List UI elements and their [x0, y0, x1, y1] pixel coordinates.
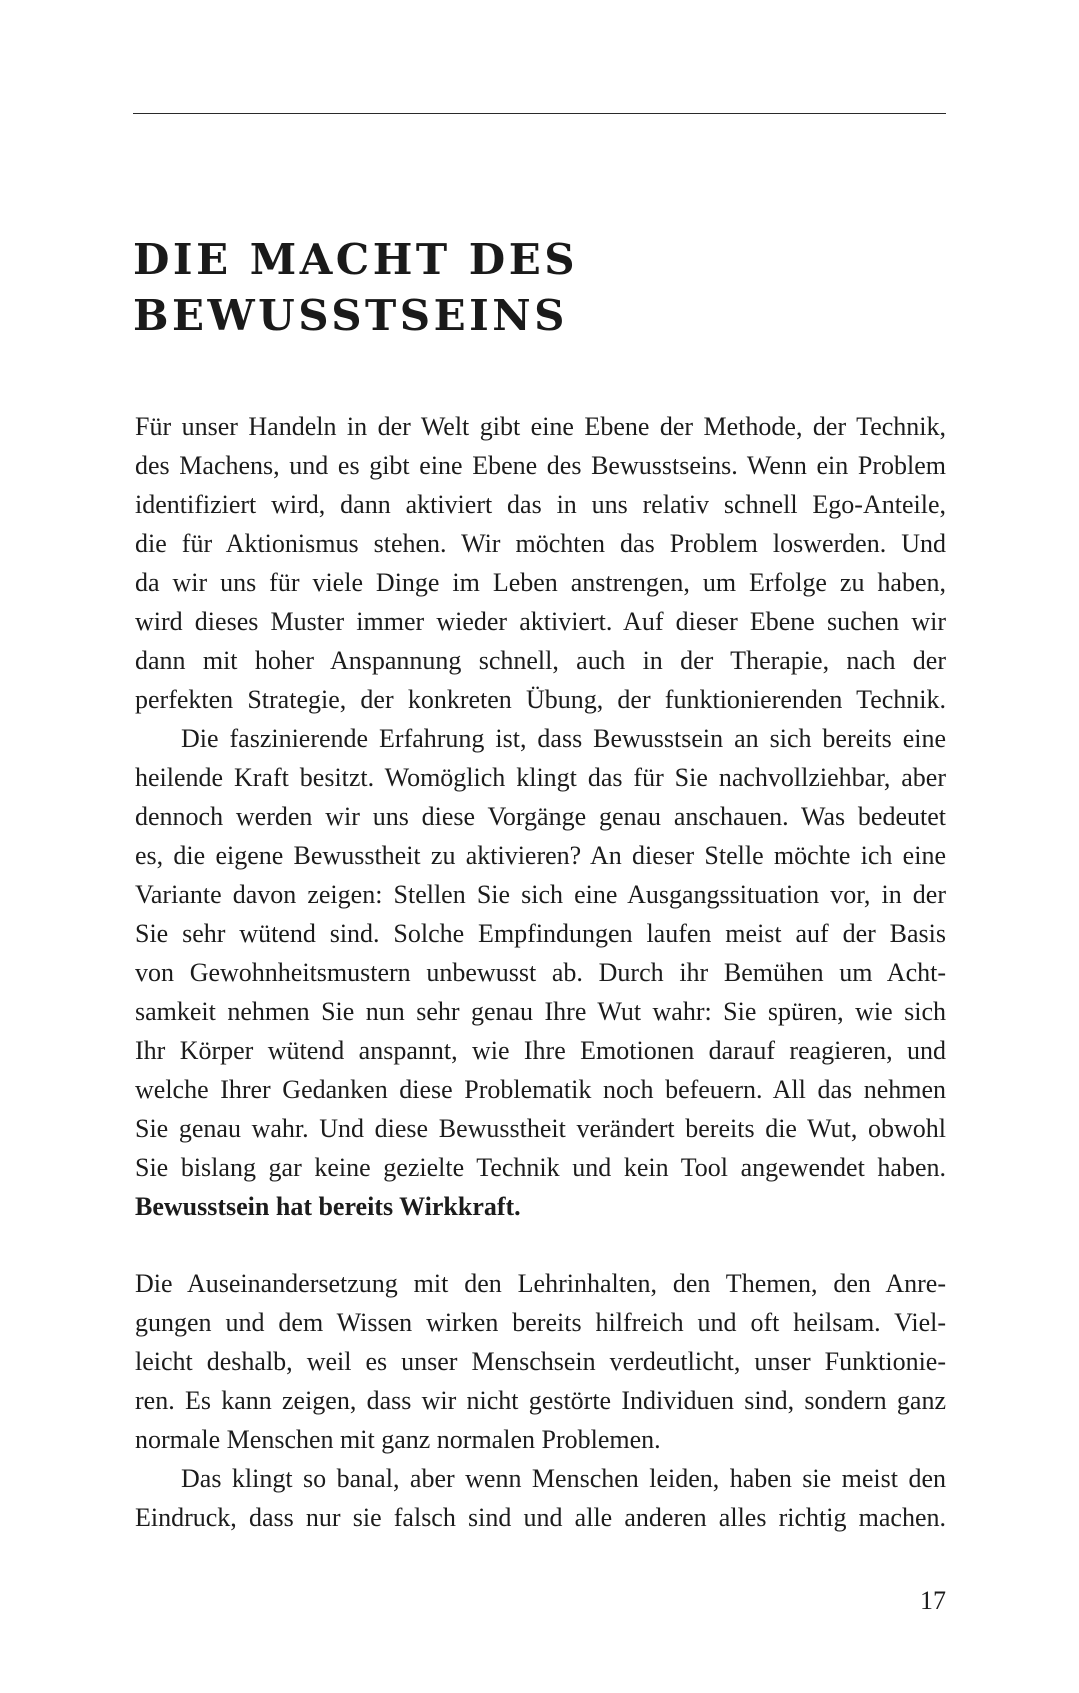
text-line: Eindruck, dass nur sie falsch sind und alle anderen alles richtig machen. — [135, 1503, 946, 1532]
text-line: Das klingt so banal, aber wenn Menschen leiden, haben sie meist den — [181, 1464, 946, 1493]
paragraph-3 — [135, 1264, 946, 1459]
text-line: des Machens, und es gibt eine Ebene des Bewusstseins. Wenn ein Problem — [135, 451, 946, 480]
text-line: gungen und dem Wissen wirken bereits hilfreich und oft heilsam. Viel- — [135, 1308, 946, 1337]
page-number: 17 — [920, 1586, 946, 1615]
text-line: Sie bislang gar keine gezielte Technik und kein Tool angewendet haben. — [135, 1153, 946, 1182]
text-line: von Gewohnheitsmustern unbewusst ab. Durch ihr Bemühen um Acht- — [135, 958, 946, 987]
text-line: wird dieses Muster immer wieder aktiviert. Auf dieser Ebene suchen wir — [135, 607, 946, 636]
text-line: die für Aktionismus stehen. Wir möchten das Problem loswerden. Und — [135, 529, 946, 558]
emphasis-line: Bewusstsein hat bereits Wirkkraft. — [135, 1192, 521, 1221]
text-line: es, die eigene Bewusstheit zu aktivieren? An dieser Stelle möchte ich eine — [135, 841, 946, 870]
text-line: identifiziert wird, dann aktiviert das in uns relativ schnell Ego-Anteile, — [135, 490, 946, 519]
text-line: ren. Es kann zeigen, dass wir nicht gestörte Individuen sind, sondern ganz — [135, 1386, 946, 1415]
text-line: normale Menschen mit ganz normalen Problemen. — [135, 1425, 661, 1454]
text-line: Sie genau wahr. Und diese Bewusstheit verändert bereits die Wut, obwohl — [135, 1114, 946, 1143]
paragraph-4 — [135, 1459, 946, 1537]
text-line: leicht deshalb, weil es unser Menschsein verdeutlicht, unser Funktionie- — [135, 1347, 946, 1376]
text-line: Für unser Handeln in der Welt gibt eine Ebene der Methode, der Technik, — [135, 412, 946, 441]
text-line: Sie sehr wütend sind. Solche Empfindungen laufen meist auf der Basis — [135, 919, 946, 948]
text-line: welche Ihrer Gedanken diese Problematik noch befeuern. All das nehmen — [135, 1075, 946, 1104]
text-line: Die Auseinandersetzung mit den Lehrinhalten, den Themen, den Anre- — [135, 1269, 946, 1298]
body-text — [135, 407, 946, 1537]
chapter-title-line-2: BEWUSSTSEINS — [133, 291, 569, 340]
text-line: dennoch werden wir uns diese Vorgänge genau anschauen. Was bedeutet — [135, 802, 946, 831]
section-gap — [135, 1226, 946, 1264]
text-line: Die faszinierende Erfahrung ist, dass Bewusstsein an sich bereits eine — [181, 724, 946, 753]
text-line: heilende Kraft besitzt. Womöglich klingt das für Sie nachvollziehbar, aber — [135, 763, 946, 792]
paragraph-1 — [135, 407, 946, 719]
paragraph-2 — [135, 719, 946, 1226]
header-rule — [133, 113, 946, 114]
text-line: dann mit hoher Anspannung schnell, auch in der Therapie, nach der — [135, 646, 946, 675]
text-line: da wir uns für viele Dinge im Leben anstrengen, um Erfolge zu haben, — [135, 568, 946, 597]
text-line: samkeit nehmen Sie nun sehr genau Ihre Wut wahr: Sie spüren, wie sich — [135, 997, 946, 1026]
text-line: perfekten Strategie, der konkreten Übung, der funktionierenden Technik. — [135, 685, 946, 714]
text-line: Ihr Körper wütend anspannt, wie Ihre Emotionen darauf reagieren, und — [135, 1036, 946, 1065]
text-line: Variante davon zeigen: Stellen Sie sich eine Ausgangssituation vor, in der — [135, 880, 946, 909]
chapter-title-line-1: DIE MACHT DES — [133, 235, 579, 284]
chapter-title — [133, 232, 946, 344]
